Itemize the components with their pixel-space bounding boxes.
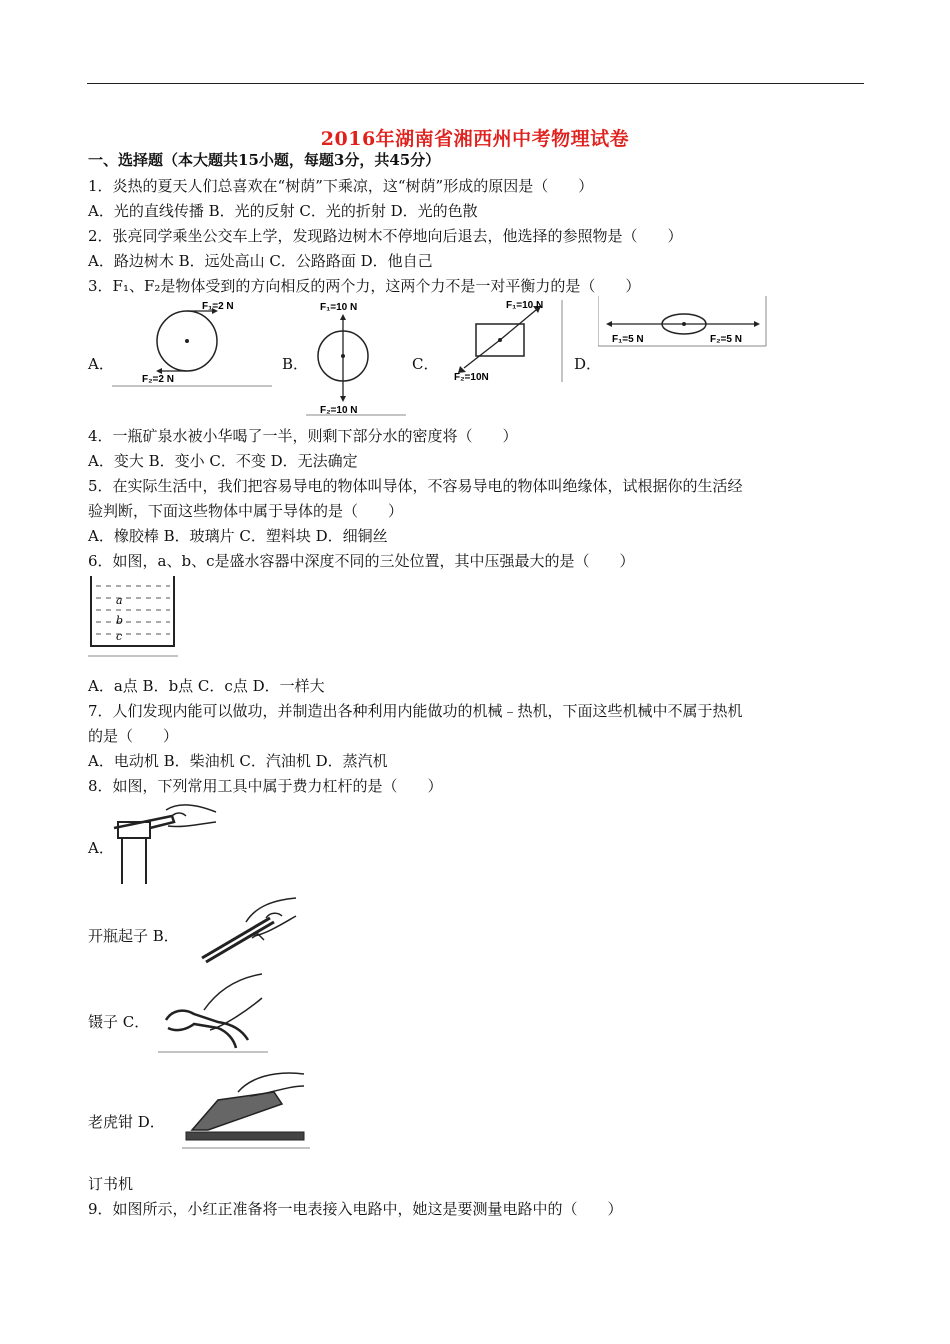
q8-pliers-figure [158, 970, 268, 1054]
q3-label-d: D． [574, 355, 602, 373]
section-heading: 一、选择题（本大题共15小题，每题3分，共45分） [88, 151, 441, 169]
q5-stem-line2: 验判断，下面这些物体中属于导体的是（ ） [88, 502, 404, 520]
q5-stem-line1: 5．在实际生活中，我们把容易导电的物体叫导体，不容易导电的物体叫绝缘体，试根据你的生活经 [88, 477, 743, 495]
q3-figure-c [436, 296, 566, 382]
q8-label-b: 开瓶起子 B． [88, 927, 179, 945]
q3b-f1-label: F₁=10 N [320, 302, 358, 313]
q8-bottle-opener-figure [112, 798, 220, 886]
q3-figure-a [112, 300, 272, 388]
q3d-f2-label: F₂=5 N [710, 334, 742, 345]
q3-label-a: A． [88, 355, 114, 373]
q7-stem-line2: 的是（ ） [88, 727, 179, 745]
q8-last-label: 订书机 [88, 1175, 134, 1193]
q5-options: A．橡胶棒 B．玻璃片 C．塑料块 D．细铜丝 [88, 527, 388, 545]
q3a-f1-label: F₁=2 N [202, 301, 234, 312]
q6-point-a: a [116, 594, 123, 607]
q2-stem: 2．张亮同学乘坐公交车上学，发现路边树木不停地向后退去，他选择的参照物是（ ） [88, 227, 683, 245]
q3-stem: 3．F₁、F₂是物体受到的方向相反的两个力，这两个力不是一对平衡力的是（ ） [88, 277, 641, 295]
q3d-f1-label: F₁=5 N [612, 334, 644, 345]
q6-point-c: c [116, 630, 123, 643]
q3-label-c: C． [412, 355, 439, 373]
top-rule [87, 83, 864, 84]
q2-options: A．路边树木 B．远处高山 C．公路路面 D．他自己 [88, 252, 433, 270]
q8-label-d: 老虎钳 D． [88, 1113, 165, 1131]
q3b-f2-label: F₂=10 N [320, 405, 358, 416]
q3-figure-d [598, 296, 768, 348]
q3-figure-b [306, 298, 406, 418]
q6-options: A．a点 B．b点 C．c点 D．一样大 [88, 677, 325, 695]
q3c-f2-label: F₂=10N [454, 372, 489, 382]
q4-options: A．变大 B．变小 C．不变 D．无法确定 [88, 452, 358, 470]
q4-stem: 4．一瓶矿泉水被小华喝了一半，则剩下部分水的密度将（ ） [88, 427, 518, 445]
q1-options: A．光的直线传播 B．光的反射 C．光的折射 D．光的色散 [88, 202, 478, 220]
q9-stem: 9．如图所示，小红正准备将一电表接入电路中，她这是要测量电路中的（ ） [88, 1200, 623, 1218]
q3a-f2-label: F₂=2 N [142, 374, 174, 385]
q8-tweezers-figure [196, 894, 300, 966]
q7-stem-line1: 7．人们发现内能可以做功，并制造出各种利用内能做功的机械﹣热机，下面这些机械中不属于热机 [88, 702, 743, 720]
q7-options: A．电动机 B．柴油机 C．汽油机 D．蒸汽机 [88, 752, 388, 770]
q3c-f1-label: F₁=10 N [506, 300, 544, 311]
q8-stem: 8．如图，下列常用工具中属于费力杠杆的是（ ） [88, 777, 443, 795]
q1-stem: 1．炎热的夏天人们总喜欢在“树荫”下乘凉，这“树荫”形成的原因是（ ） [88, 177, 594, 195]
q6-point-b: b [116, 614, 124, 627]
q8-label-c: 镊子 C． [88, 1013, 150, 1031]
q6-container-figure [88, 574, 178, 658]
page-title: 2016年湖南省湘西州中考物理试卷 [320, 128, 630, 150]
q8-label-a: A． [88, 839, 114, 857]
q3-label-b: B． [282, 355, 309, 373]
q6-stem: 6．如图，a、b、c是盛水容器中深度不同的三处位置，其中压强最大的是（ ） [88, 552, 635, 570]
q8-stapler-figure [178, 1068, 310, 1152]
